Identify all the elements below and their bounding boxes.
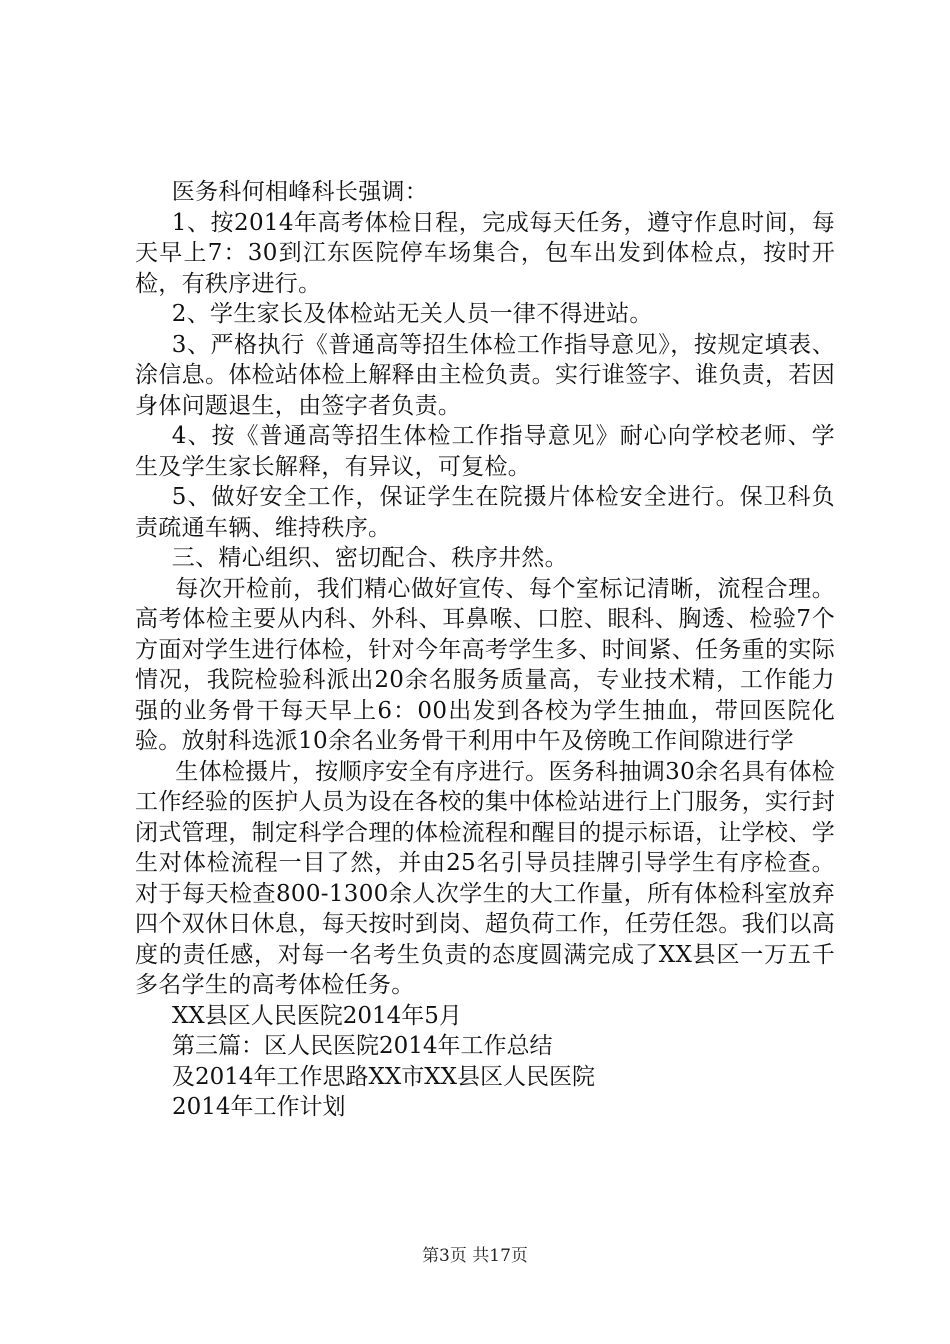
- paragraph-exam-service: 生体检摄片，按顺序安全有序进行。医务科抽调30余名具有体检工作经验的医护人员为设在各校的集中体检站进行上门服务，实行封闭式管理，制定科学合理的体检流程和醒目的提示标语，让学校、学生对体检流程一目了然，并由25名引导员挂牌引导学生有序检查。对于每天检查800-1300余人次学生的大工作量，所有体检科室放弃四个双休日休息，每天按时到岗、超负荷工作，任劳任怨。我们以高度的责任感，对每一名考生负责的态度圆满完成了XX县区一万五千多名学生的高考体检任务。: [135, 758, 835, 998]
- closing-chapter-subtitle: 及2014年工作思路XX市XX县区人民医院: [172, 1063, 596, 1090]
- closing-signature-date: XX县区人民医院2014年5月: [172, 1002, 462, 1029]
- closing-chapter-title: 第三篇：区人民医院2014年工作总结: [172, 1033, 553, 1059]
- document-body: [135, 177, 835, 1123]
- paragraph-item-2: 2、学生家长及体检站无关人员一律不得进站。: [171, 301, 653, 327]
- closing-plan-title: 2014年工作计划: [172, 1094, 346, 1120]
- paragraph-item-5: 5、做好安全工作，保证学生在院摄片体检安全进行。保卫科负责疏通车辆、维持秩序。: [135, 484, 835, 541]
- paragraph-exam-process: 每次开检前，我们精心做好宣传、每个室标记清晰，流程合理。高考体检主要从内科、外科、耳鼻喉、口腔、眼科、胸透、检验7个方面对学生进行体检，针对今年高考学生多、时间紧、任务重的实际情况，我院检验科派出20余名服务质量高，专业技术精，工作能力强的业务骨干每天早上6：00出发到各校为学生抽血，带回医院化验。放射科选派10余名业务骨干利用中午及傍晚工作间隙进行学: [135, 575, 835, 754]
- paragraph-heading-remark: 医务科何相峰科长强调：: [171, 179, 429, 205]
- paragraph-item-1: 1、按2014年高考体检日程，完成每天任务，遵守作息时间，每天早上7：30到江东医院停车场集合，包车出发到体检点，按时开检，有秩序进行。: [135, 209, 835, 297]
- page-number-footer: 第3页 共17页: [422, 1246, 528, 1266]
- paragraph-item-4: 4、按《普通高等招生体检工作指导意见》耐心向学校老师、学生及学生家长解释，有异议，可复检。: [135, 423, 835, 480]
- paragraph-item-3: 3、严格执行《普通高等招生体检工作指导意见》，按规定填表、涂信息。体检站体检上解释由主检负责。实行谁签字、谁负责，若因身体问题退生，由签字者负责。: [135, 331, 835, 419]
- section-heading-three: 三、精心组织、密切配合、秩序井然。: [171, 545, 568, 571]
